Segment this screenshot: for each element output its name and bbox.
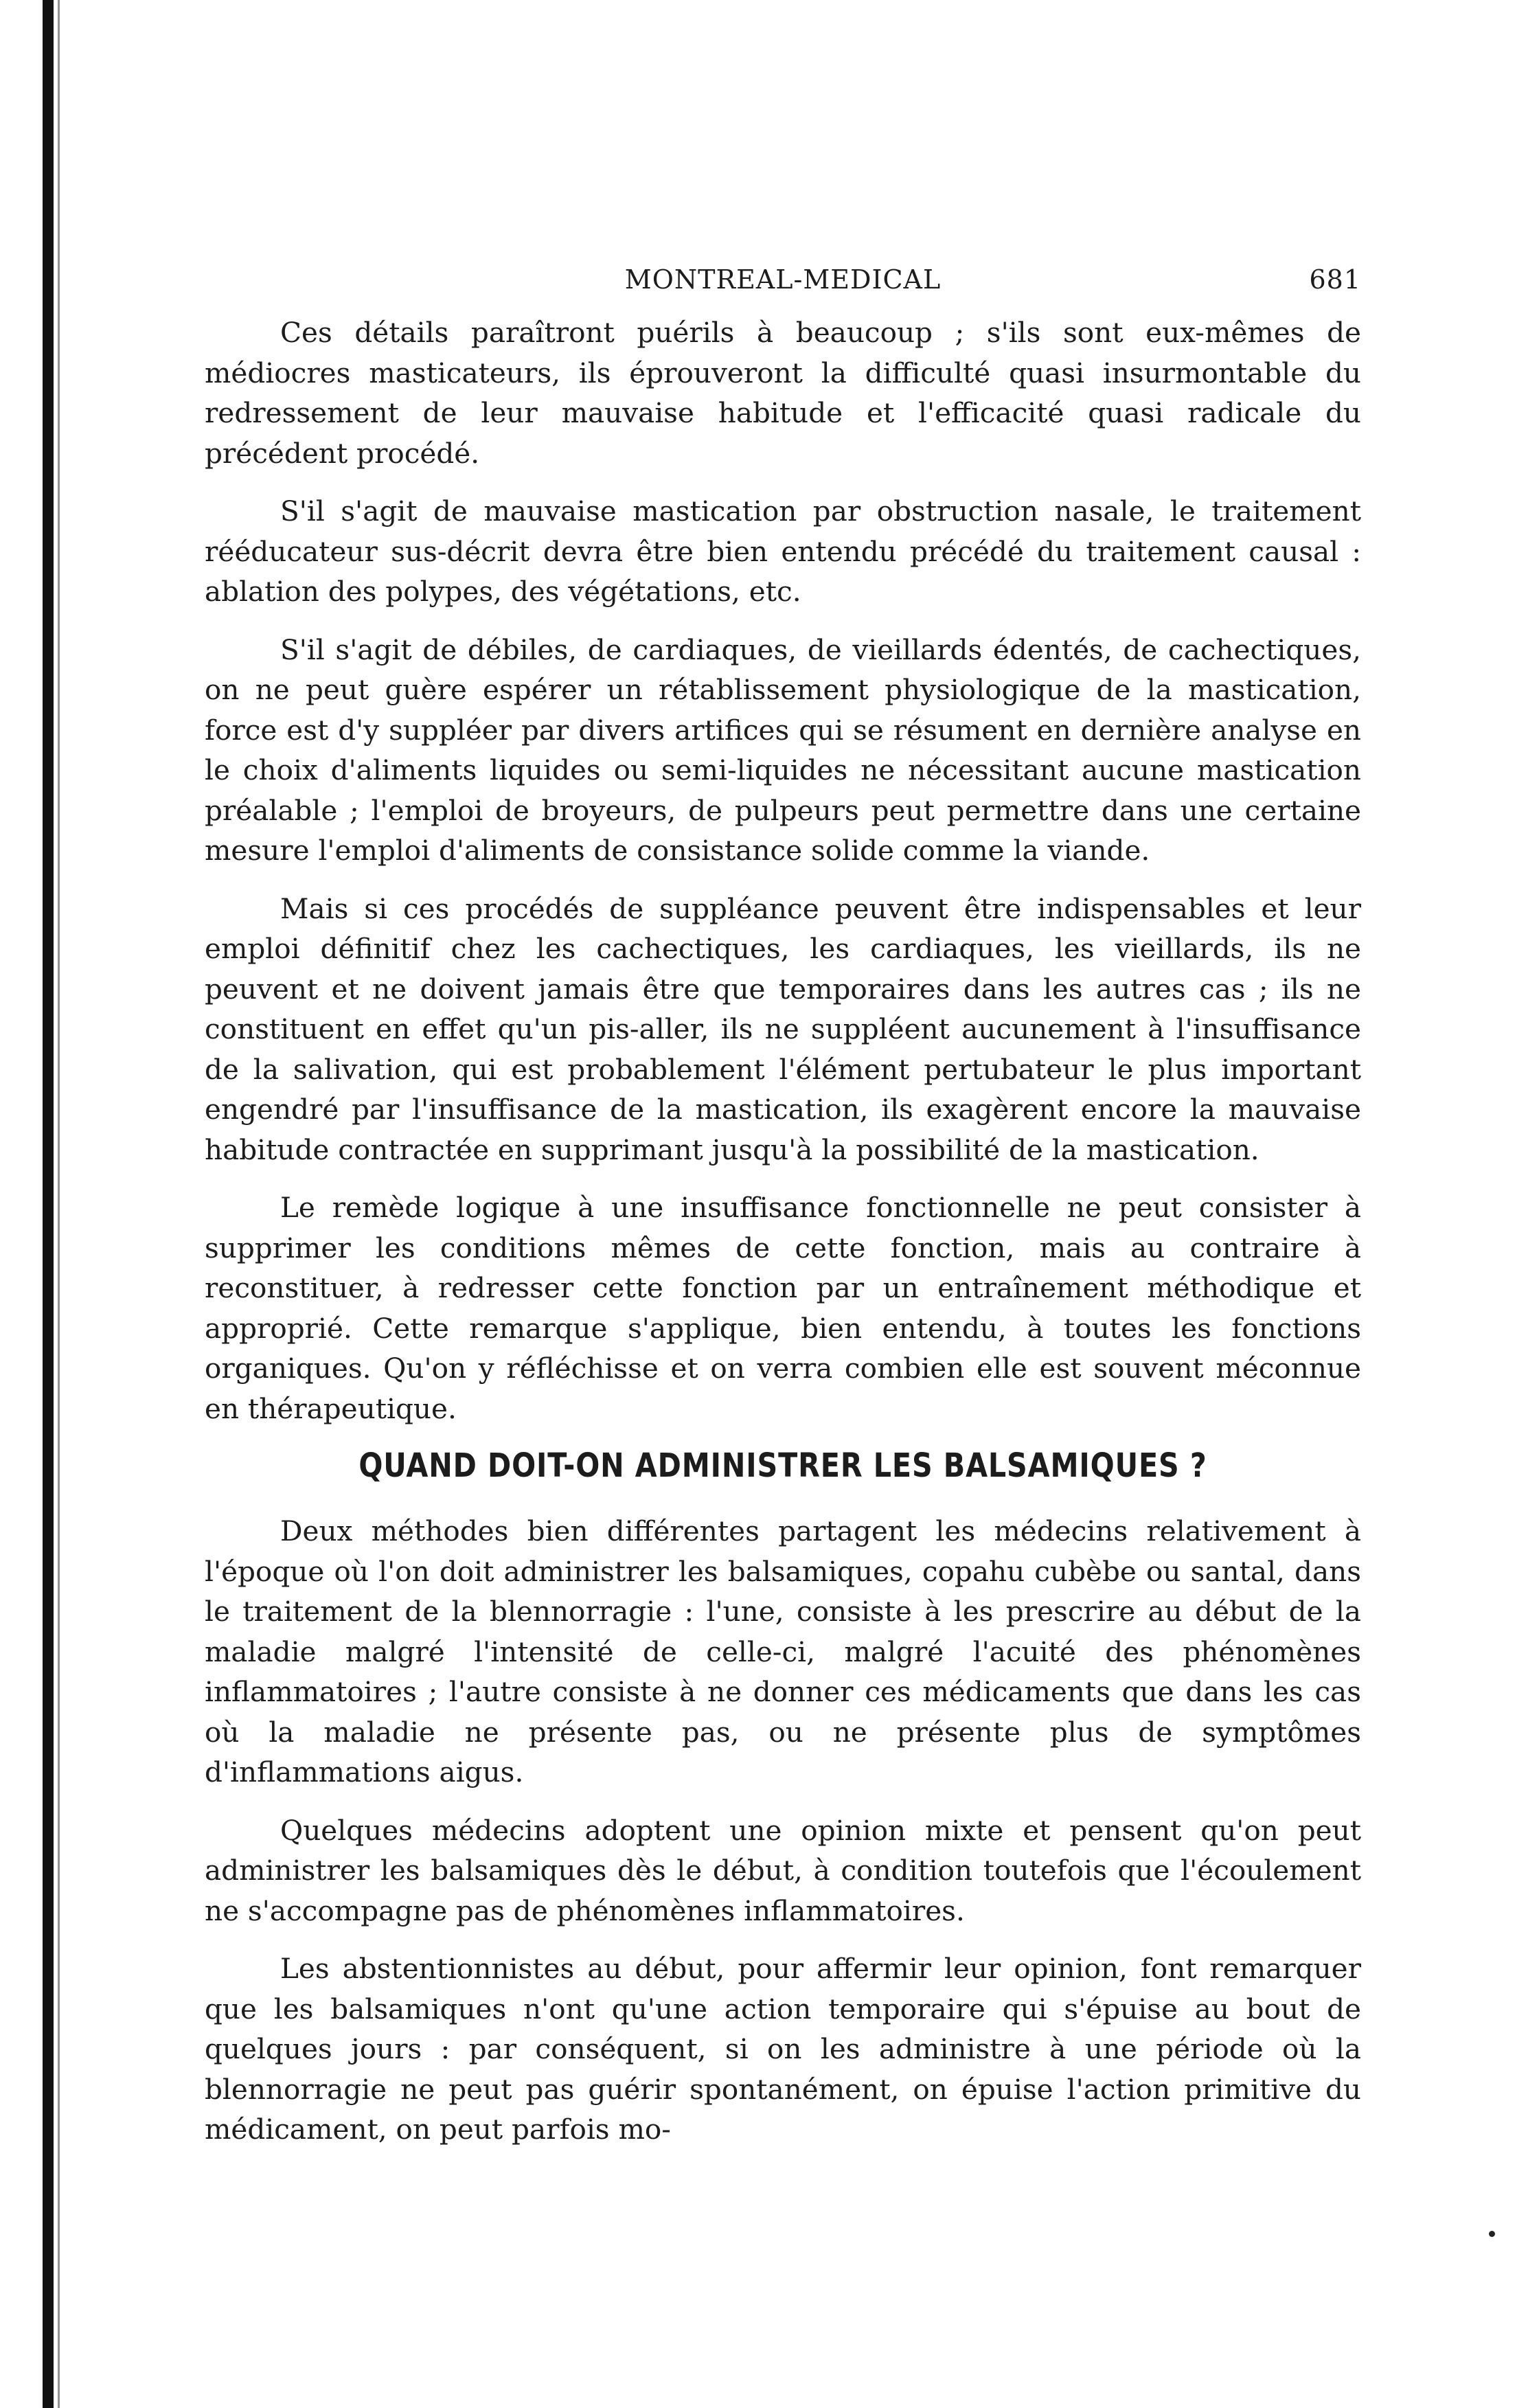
page-number: 681 [1309, 264, 1361, 295]
book-page [205, 264, 1361, 2168]
paragraph: Le remède logique à une insuffisance fonctionnelle ne peut consister à supprimer les conditions mêmes de cette fonction, mais au contraire à reconstituer, à redresser cette fonction par un entraînement méthodique et approprié. Cette remarque s'applique, bien entendu, à toutes les fonctions organiques. Qu'on y réfléchisse et on verra combien elle est souvent méconnue en thérapeutique. [205, 1191, 1361, 1425]
scan-binding-shadow [58, 0, 60, 2408]
body-text [205, 313, 1361, 2150]
ink-speck [1489, 2231, 1495, 2237]
running-title: MONTREAL-MEDICAL [624, 264, 942, 295]
section-heading: QUAND DOIT-ON ADMINISTRER LES BALSAMIQUES ? [358, 1446, 1207, 1485]
running-header [205, 264, 1361, 313]
paragraph: S'il s'agit de débiles, de cardiaques, de vieillards édentés, de cachectiques, on ne peut guère espérer un rétablissement physiologique de la mastication, force est d'y suppléer par divers artifices qui se résument en dernière analyse en le choix d'aliments liquides ou semi-liquides ne nécessitant aucune mastication préalable ; l'emploi de broyeurs, de pulpeurs peut permettre dans une certaine mesure l'emploi d'aliments de consistance solide comme la viande. [205, 633, 1361, 867]
paragraph: Ces détails paraîtront puérils à beaucoup ; s'ils sont eux-mêmes de médiocres masticateurs, ils éprouveront la difficulté quasi insurmontable du redressement de leur mauvaise habitude et l'efficacité quasi radicale du précédent procédé. [205, 316, 1361, 470]
paragraph: Deux méthodes bien différentes partagent les médecins relativement à l'époque où l'on doit administrer les balsamiques, copahu cubèbe ou santal, dans le traitement de la blennorragie : l'une, consiste à les prescrire au début de la maladie malgré l'intensité de celle-ci, malgré l'acuité des phénomènes inflammatoires ; l'autre consiste à ne donner ces médicaments que dans les cas où la maladie ne présente pas, ou ne présente plus de symptômes d'inflammations aigus. [205, 1514, 1361, 1788]
paragraph: Quelques médecins adoptent une opinion mixte et pensent qu'on peut administrer les balsamiques dès le début, à condition toutefois que l'écoulement ne s'accompagne pas de phénomènes inflammatoires. [205, 1813, 1361, 1927]
paragraph: S'il s'agit de mauvaise mastication par obstruction nasale, le traitement rééducateur sus-décrit devra être bien entendu précédé du traitement causal : ablation des polypes, des végétations, etc. [205, 495, 1361, 608]
paragraph: Mais si ces procédés de suppléance peuvent être indispensables et leur emploi définitif chez les cachectiques, les cardiaques, les vieillards, ils ne peuvent et ne doivent jamais être que temporaires dans les autres cas ; ils ne constituent en effet qu'un pis-aller, ils ne suppléent aucunement à l'insuffisance de la salivation, qui est probablement l'élément pertubateur le plus important engendré par l'insuffisance de la mastication, ils exagèrent encore la mauvaise habitude contractée en supprimant jusqu'à la possibilité de la mastication. [205, 891, 1361, 1166]
paragraph: Les abstentionnistes au début, pour affermir leur opinion, font remarquer que les balsamiques n'ont qu'une action temporaire qui s'épuise au bout de quelques jours : par conséquent, si on les administre à une période où la blennorragie ne peut pas guérir spontanément, on épuise l'action primitive du médicament, on peut parfois mo- [205, 1952, 1361, 2146]
scan-binding-edge [43, 0, 54, 2408]
